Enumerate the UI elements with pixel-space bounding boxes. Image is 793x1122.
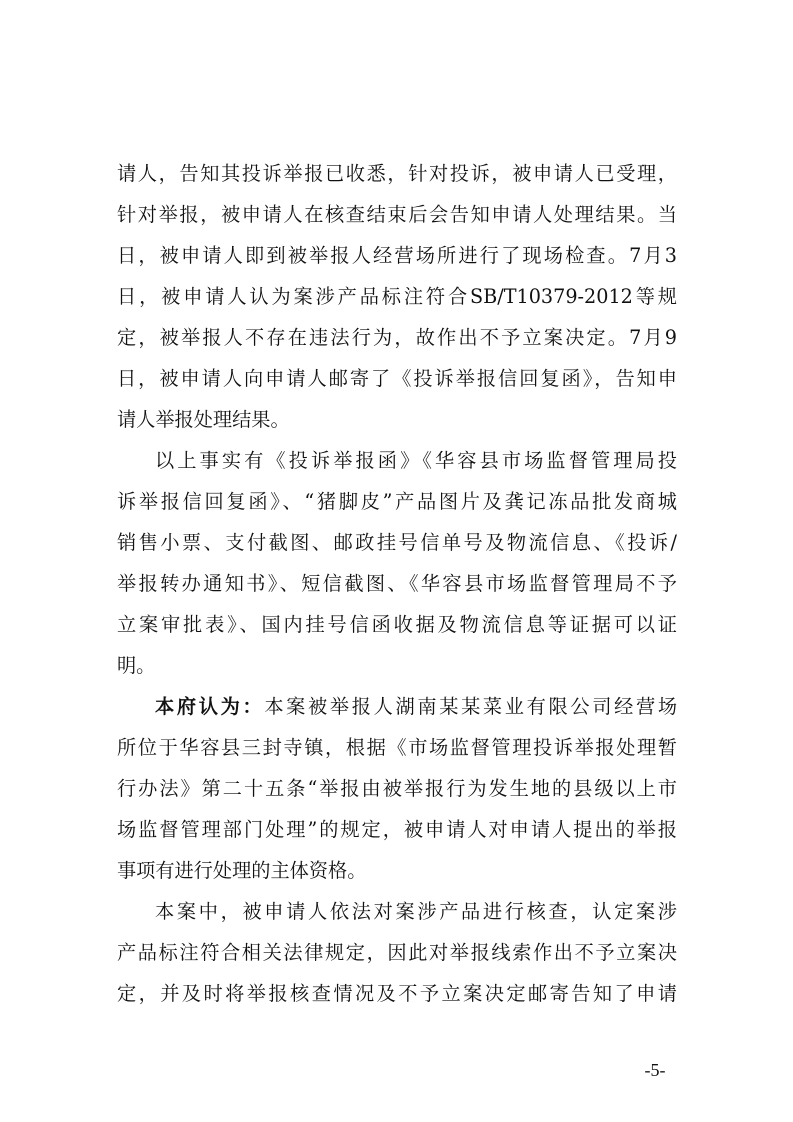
page-number: -5-	[644, 1060, 666, 1080]
text-line: 产品标注符合相关法律规定，因此对举报线索作出不予立案决	[117, 941, 677, 964]
text-span: 本案被举报人湖南某某菜业有限公司经营场	[264, 695, 677, 718]
text-line: 本案中，被申请人依法对案涉产品进行核查，认定案涉	[155, 900, 677, 923]
text-line: 诉举报信回复函》、“猪脚皮”产品图片及龚记冻品批发商城	[117, 490, 677, 513]
document-body	[117, 153, 677, 1014]
text-line: 明。	[117, 654, 156, 677]
text-line: 请人，告知其投诉举报已收悉，针对投诉，被申请人已受理，	[117, 162, 677, 185]
paragraph-4	[117, 891, 677, 1014]
paragraph-2	[117, 440, 677, 686]
text-line: 立案审批表》、国内挂号信函收据及物流信息等证据可以证	[117, 613, 677, 636]
text-line: 事项有进行处理的主体资格。	[117, 859, 367, 882]
text-line: 举报转办通知书》、短信截图、《华容县市场监督管理局不予	[117, 572, 677, 595]
text-line: 日，被申请人向申请人邮寄了《投诉举报信回复函》，告知申	[117, 367, 677, 390]
text-line: 场监督管理部门处理”的规定，被申请人对申请人提出的举报	[117, 818, 677, 841]
text-line: 销售小票、支付截图、邮政挂号信单号及物流信息、《投诉/	[117, 531, 677, 554]
paragraph-lead: 本府认为：	[155, 695, 265, 718]
text-line	[117, 686, 677, 727]
text-line: 行办法》第二十五条“举报由被举报行为发生地的县级以上市	[117, 777, 677, 800]
text-line: 请人举报处理结果。	[117, 408, 290, 431]
text-line: 定，被举报人不存在违法行为，故作出不予立案决定。7月9	[117, 326, 677, 349]
text-line: 针对举报，被申请人在核查结束后会告知申请人处理结果。当	[117, 203, 677, 226]
text-line: 所位于华容县三封寺镇，根据《市场监督管理投诉举报处理暂	[117, 736, 677, 759]
text-line: 日，被申请人认为案涉产品标注符合SB/T10379-2012等规	[117, 285, 677, 308]
text-line: 定，并及时将举报核查情况及不予立案决定邮寄告知了申请	[117, 982, 677, 1005]
paragraph-1	[117, 153, 677, 440]
paragraph-3	[117, 686, 677, 891]
text-line: 日，被申请人即到被举报人经营场所进行了现场检查。7月3	[117, 244, 677, 267]
text-line: 以上事实有《投诉举报函》《华容县市场监督管理局投	[155, 449, 677, 472]
